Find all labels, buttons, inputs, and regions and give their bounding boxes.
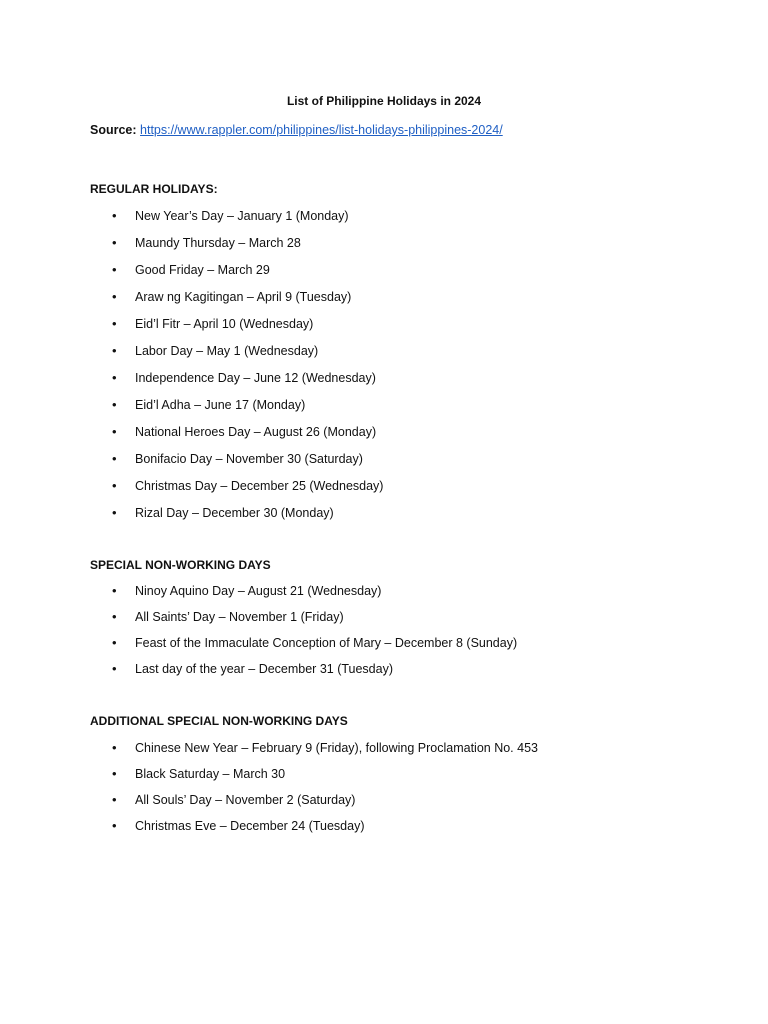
list-item-text: Feast of the Immaculate Conception of Mary – December 8 (Sunday)	[135, 636, 518, 650]
list-item-text: Araw ng Kagitingan – April 9 (Tuesday)	[135, 290, 352, 304]
list-item-text: Bonifacio Day – November 30 (Saturday)	[135, 452, 363, 466]
list-item-text: Independence Day – June 12 (Wednesday)	[135, 371, 376, 385]
bullet-icon: •	[112, 583, 117, 598]
bullet-icon: •	[112, 262, 117, 277]
source-link[interactable]: https://www.rappler.com/philippines/list-holidays-philippines-2024/	[140, 123, 503, 137]
list-item-text: National Heroes Day – August 26 (Monday)	[135, 425, 377, 439]
source-label: Source:	[90, 123, 137, 137]
bullet-icon: •	[112, 370, 117, 385]
bullet-icon: •	[112, 289, 117, 304]
section-heading-special-non-working-days: SPECIAL NON-WORKING DAYS	[90, 558, 271, 572]
bullet-icon: •	[112, 792, 117, 807]
bullet-icon: •	[112, 609, 117, 624]
list-item-text: Chinese New Year – February 9 (Friday), following Proclamation No. 453	[135, 741, 538, 755]
list-item-text: Christmas Eve – December 24 (Tuesday)	[135, 819, 365, 833]
section-heading-regular-holidays: REGULAR HOLIDAYS:	[90, 182, 218, 196]
bullet-icon: •	[112, 316, 117, 331]
document-title: List of Philippine Holidays in 2024	[286, 94, 482, 108]
list-item-text: Rizal Day – December 30 (Monday)	[135, 506, 334, 520]
list-item-text: Good Friday – March 29	[135, 263, 270, 277]
bullet-icon: •	[112, 635, 117, 650]
source-line	[90, 122, 503, 138]
list-item-text: All Souls’ Day – November 2 (Saturday)	[135, 793, 356, 807]
bullet-icon: •	[112, 343, 117, 358]
bullet-icon: •	[112, 208, 117, 223]
bullet-icon: •	[112, 505, 117, 520]
section-heading-additional-special-non-working-days: ADDITIONAL SPECIAL NON-WORKING DAYS	[90, 714, 348, 728]
bullet-icon: •	[112, 740, 117, 755]
list-item-text: All Saints’ Day – November 1 (Friday)	[135, 610, 344, 624]
bullet-icon: •	[112, 424, 117, 439]
list-item-text: Black Saturday – March 30	[135, 767, 286, 781]
bullet-icon: •	[112, 235, 117, 250]
bullet-icon: •	[112, 818, 117, 833]
list-item-text: Labor Day – May 1 (Wednesday)	[135, 344, 319, 358]
bullet-icon: •	[112, 766, 117, 781]
list-item-text: Last day of the year – December 31 (Tuesday)	[135, 662, 394, 676]
list-item-text: Eid’l Adha – June 17 (Monday)	[135, 398, 306, 412]
list-item-text: Eid’l Fitr – April 10 (Wednesday)	[135, 317, 314, 331]
list-item-text: Maundy Thursday – March 28	[135, 236, 301, 250]
bullet-icon: •	[112, 451, 117, 466]
list-item-text: Christmas Day – December 25 (Wednesday)	[135, 479, 384, 493]
list-item-text: Ninoy Aquino Day – August 21 (Wednesday)	[135, 584, 382, 598]
bullet-icon: •	[112, 397, 117, 412]
bullet-icon: •	[112, 478, 117, 493]
bullet-icon: •	[112, 661, 117, 676]
list-item-text: New Year’s Day – January 1 (Monday)	[135, 209, 349, 223]
